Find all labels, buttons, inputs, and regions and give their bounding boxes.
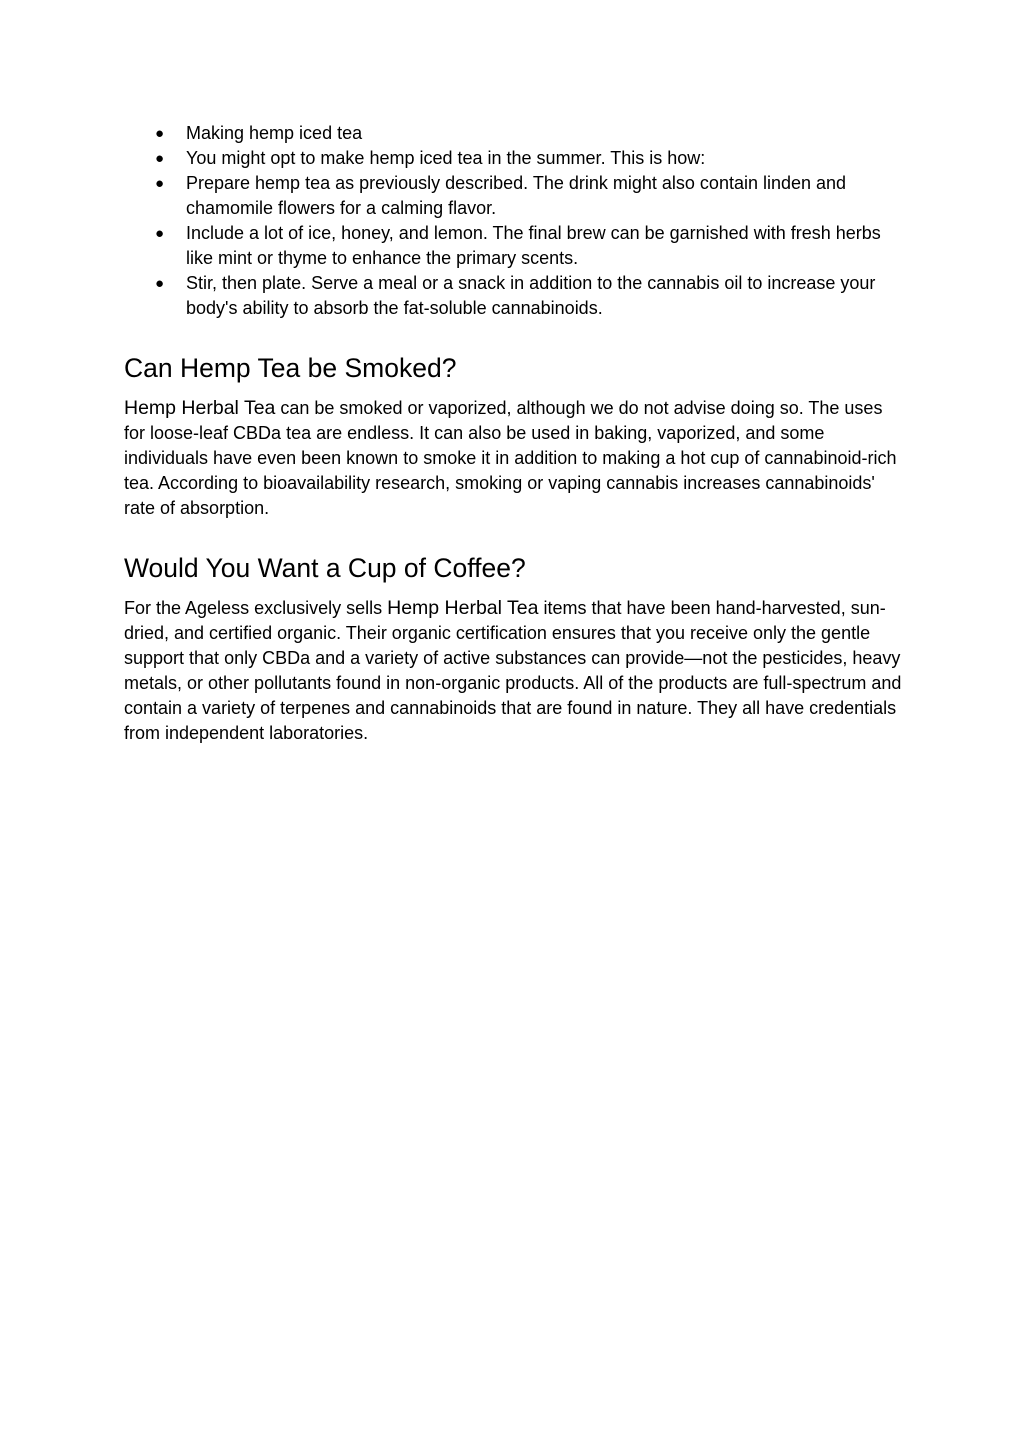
list-item-text: Include a lot of ice, honey, and lemon. The final brew can be garnished with fresh herbs like mint or thyme to enhance the primary scents. — [186, 223, 881, 268]
bullet-icon: ● — [155, 125, 165, 142]
list-item-text: Making hemp iced tea — [186, 123, 363, 143]
section-paragraph-smoked — [124, 396, 904, 521]
list-item-text: Stir, then plate. Serve a meal or a snack in addition to the cannabis oil to increase your body's ability to absorb the fat-soluble cannabinoids. — [186, 273, 876, 318]
document-page — [124, 121, 904, 746]
paragraph-text: For the Ageless exclusively sells — [124, 598, 388, 618]
paragraph-text: items that have been hand-harvested, sun-dried, and certified organic. Their organic certification ensures that you receive only the gentle support that only CBDa and a variety of active substances can provide—not the pesticides, heavy metals, or other pollutants found in non-organic products. All of the products are full-spectrum and contain a variety of terpenes and cannabinoids that are found in nature. They all have credentials from independent laboratories. — [124, 598, 902, 743]
bullet-icon: ● — [155, 175, 165, 192]
inline-term: Hemp Herbal Tea — [387, 597, 539, 619]
bullet-icon: ● — [155, 275, 165, 292]
bullet-list — [124, 121, 904, 321]
list-item — [124, 271, 904, 321]
bullet-icon: ● — [155, 225, 165, 242]
bullet-icon: ● — [155, 150, 165, 167]
list-item-text: You might opt to make hemp iced tea in the summer. This is how: — [186, 148, 706, 168]
list-item — [124, 171, 904, 221]
section-paragraph-coffee — [124, 596, 904, 746]
list-item — [124, 221, 904, 271]
paragraph-text: can be smoked or vaporized, although we do not advise doing so. The uses for loose-leaf CBDa tea are endless. It can also be used in baking, vaporized, and some individuals have even been known to smoke it in addition to making a hot cup of cannabinoid-rich tea. According to bioavailability research, smoking or vaping cannabis increases cannabinoids' rate of absorption. — [124, 398, 897, 518]
section-heading-smoked: Can Hemp Tea be Smoked? — [124, 353, 457, 383]
list-item — [124, 121, 904, 146]
section-heading-coffee: Would You Want a Cup of Coffee? — [124, 553, 526, 583]
list-item — [124, 146, 904, 171]
list-item-text: Prepare hemp tea as previously described. The drink might also contain linden and chamomile flowers for a calming flavor. — [186, 173, 847, 218]
lead-term: Hemp Herbal Tea — [124, 397, 276, 419]
